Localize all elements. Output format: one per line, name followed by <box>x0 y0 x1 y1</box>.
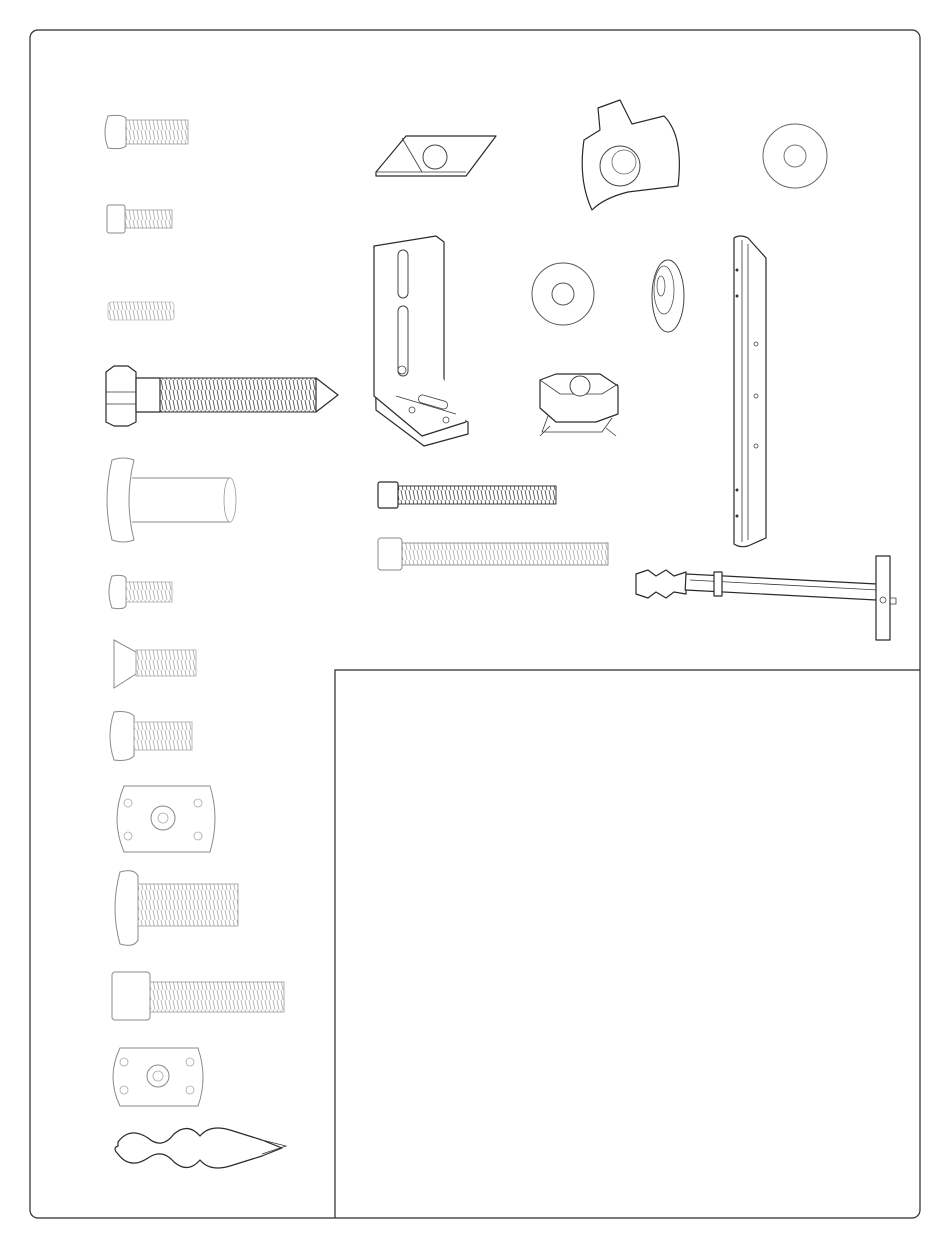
notes-box <box>335 670 920 1218</box>
sheet-border <box>30 30 920 1218</box>
hex-bolt-icon <box>106 366 338 426</box>
tee-nut-plate-large-icon <box>117 786 215 852</box>
toggle-anchor-tool-icon <box>636 556 896 640</box>
long-socket-screw-icon <box>378 482 556 508</box>
spacer-grommet-icon <box>652 260 684 332</box>
long-socket-screw-thick-icon <box>378 538 608 570</box>
set-screw-icon <box>108 302 174 320</box>
tee-nut-plate-small-icon <box>113 1048 203 1106</box>
button-head-screw-icon <box>105 115 188 148</box>
cage-nut-icon <box>540 374 618 436</box>
drywall-anchor-icon <box>115 1128 286 1168</box>
socket-cap-screw-large-icon <box>112 972 284 1020</box>
vertical-rail-icon <box>734 236 766 547</box>
socket-cap-screw-small-icon <box>107 205 172 233</box>
barrel-spacer-icon <box>107 458 236 542</box>
l-bracket-icon <box>374 236 468 446</box>
large-washer-icon <box>532 263 594 325</box>
clip-nut-icon <box>582 100 679 210</box>
wedge-nut-icon <box>376 136 496 176</box>
button-head-screw-large-icon <box>115 871 238 946</box>
button-head-screw-medium-icon <box>110 712 192 761</box>
flat-head-screw-icon <box>114 640 196 688</box>
flat-washer-icon <box>763 124 827 188</box>
button-head-screw-short-icon <box>109 575 172 608</box>
